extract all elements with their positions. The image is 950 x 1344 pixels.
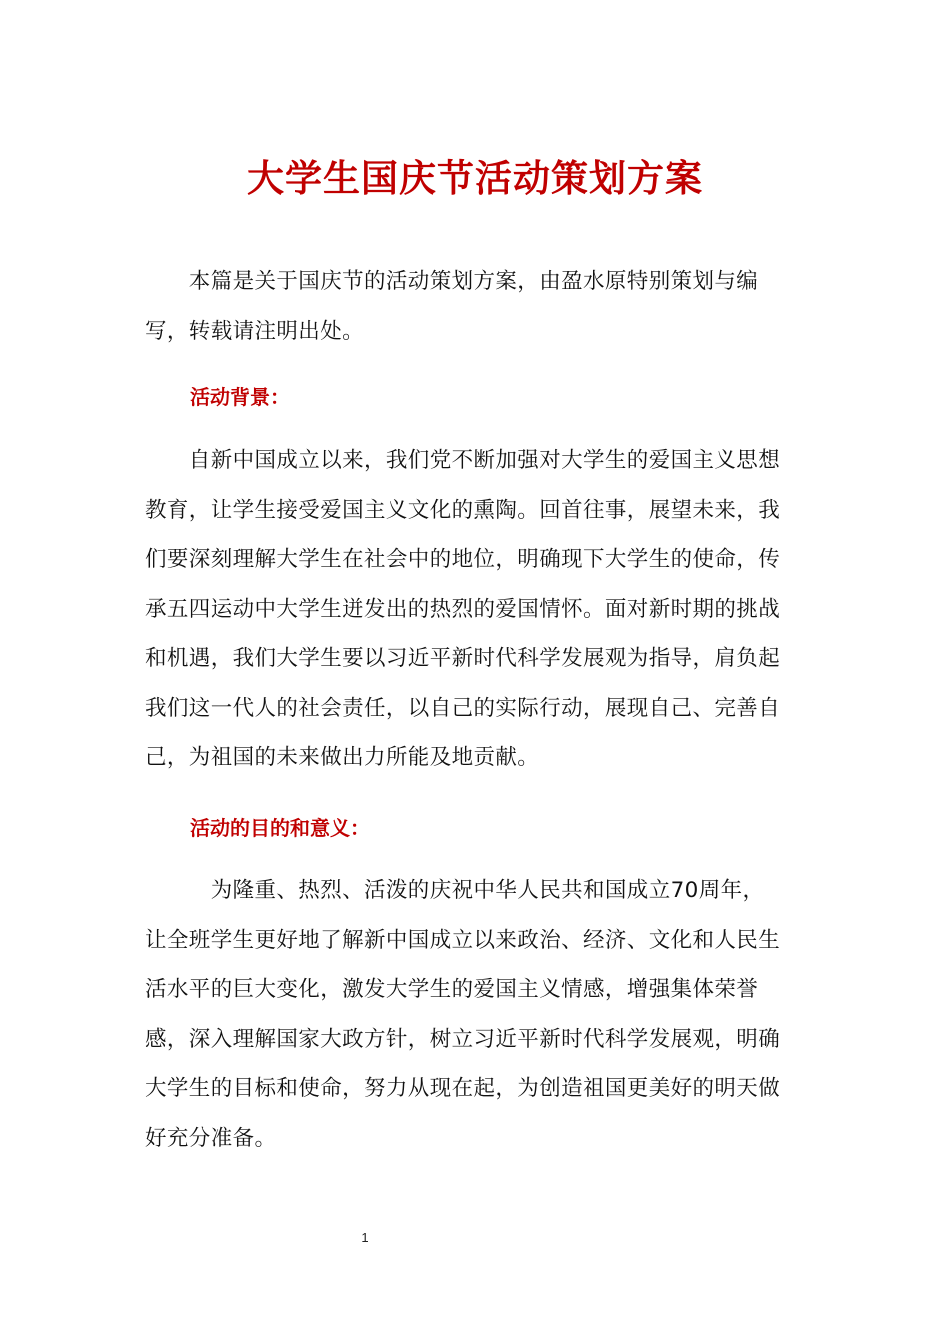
paragraph-line: 为隆重、热烈、活泼的庆祝中华人民共和国成立70周年， bbox=[145, 878, 765, 903]
intro-line: 本篇是关于国庆节的活动策划方案，由盈水原特别策划与编 bbox=[145, 269, 759, 294]
paragraph-line: 好充分准备。 bbox=[145, 1125, 277, 1151]
paragraph-line: 让全班学生更好地了解新中国成立以来政治、经济、文化和人民生 bbox=[145, 927, 781, 953]
paragraph-line: 感，深入理解国家大政方针，树立习近平新时代科学发展观，明确 bbox=[145, 1026, 781, 1052]
paragraph-line: 我们这一代人的社会责任，以自己的实际行动，展现自己、完善自 bbox=[145, 695, 781, 721]
purpose-paragraph bbox=[145, 866, 797, 1163]
intro-paragraph bbox=[145, 257, 797, 356]
section-heading-background: 活动背景： bbox=[190, 385, 290, 409]
paragraph-line: 己，为祖国的未来做出力所能及地贡献。 bbox=[145, 745, 540, 770]
paragraph-line: 活水平的巨大变化，激发大学生的爱国主义情感，增强集体荣誉 bbox=[145, 977, 759, 1002]
paragraph-line: 和机遇，我们大学生要以习近平新时代科学发展观为指导，肩负起 bbox=[145, 646, 781, 671]
section-heading-purpose: 活动的目的和意义： bbox=[190, 816, 370, 840]
background-paragraph bbox=[145, 436, 797, 783]
intro-line: 写，转载请注明出处。 bbox=[145, 318, 365, 344]
document-title: 大学生国庆节活动策划方案 bbox=[247, 156, 703, 200]
paragraph-line: 大学生的目标和使命，努力从现在起，为创造祖国更美好的明天做 bbox=[145, 1076, 781, 1101]
page-number: 1 bbox=[361, 1230, 369, 1245]
paragraph-line: 承五四运动中大学生迸发出的热烈的爱国情怀。面对新时期的挑战 bbox=[145, 596, 781, 622]
paragraph-line: 们要深刻理解大学生在社会中的地位，明确现下大学生的使命，传 bbox=[145, 547, 781, 572]
paragraph-line: 教育，让学生接受爱国主义文化的熏陶。回首往事，展望未来，我 bbox=[145, 497, 781, 523]
paragraph-line: 自新中国成立以来，我们党不断加强对大学生的爱国主义思想 bbox=[145, 448, 781, 473]
